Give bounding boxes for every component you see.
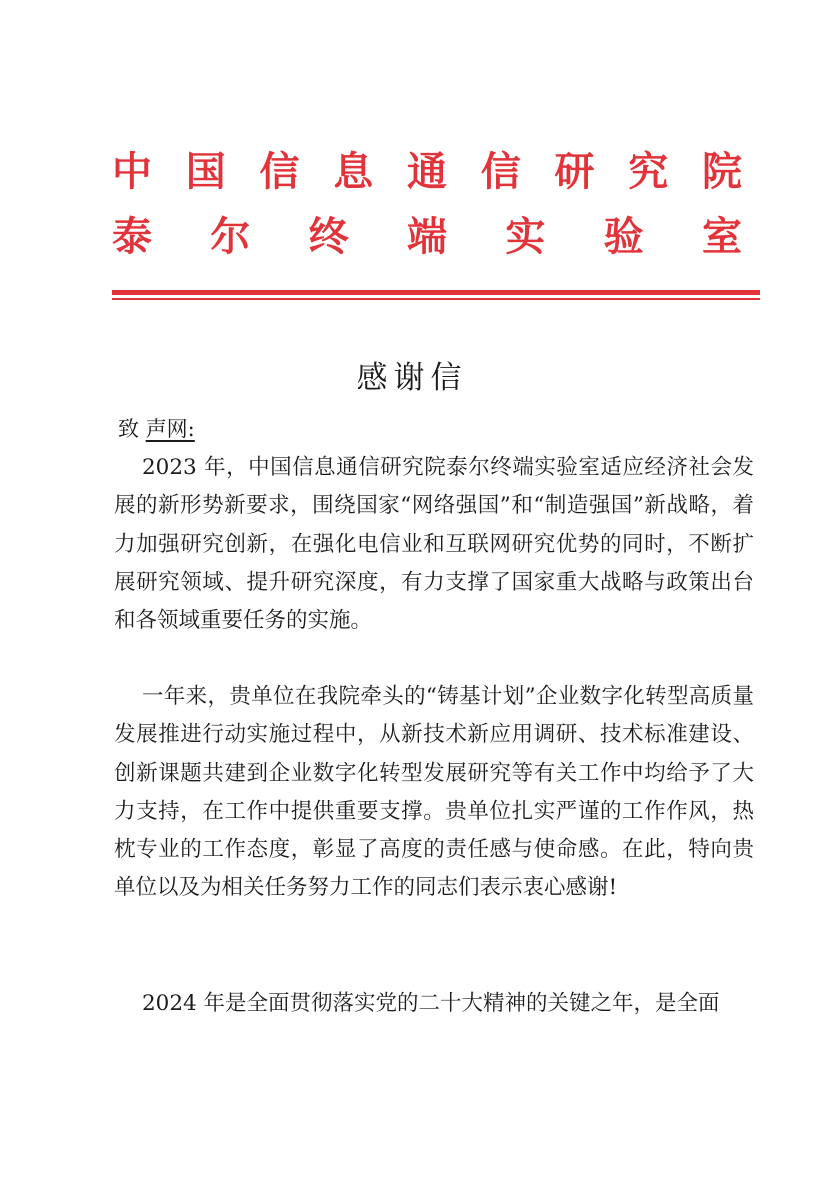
letterhead-char: 息 xyxy=(333,148,374,195)
salutation-prefix: 致 xyxy=(118,417,139,441)
letterhead-org-line-1 xyxy=(110,148,744,196)
body-paragraph: 一年来，贵单位在我院牵头的“铸基计划”企业数字化转型高质量发展推进行动实施过程中，从新技术新应用调研、技术标准建设、创新课题共建到企业数字化转型发展研究等有关工作中均给予了大力支持，在工作中提供重要支撑。贵单位扎实严谨的工作作风，热枕专业的工作态度，彰显了高度的责任感与使命感。在此，特向贵单位以及为相关任务努力工作的同志们表示衷心感谢! xyxy=(114,684,754,901)
letterhead-char: 室 xyxy=(701,213,742,260)
letterhead-divider-thin xyxy=(112,298,760,300)
letterhead-char: 研 xyxy=(554,148,595,195)
letter-title: 感谢信 xyxy=(356,360,468,396)
letterhead-char: 中 xyxy=(112,148,152,195)
letterhead-char: 院 xyxy=(702,148,742,195)
letterhead-char: 究 xyxy=(628,148,669,195)
letterhead-char: 实 xyxy=(505,213,546,260)
letterhead-char: 尔 xyxy=(210,213,251,260)
salutation xyxy=(118,414,195,444)
letterhead-divider-thick xyxy=(112,290,760,295)
body-paragraph: 2024 年是全面贯彻落实党的二十大精神的关键之年，是全面 xyxy=(142,991,720,1016)
letterhead-org-line-2 xyxy=(110,213,744,261)
letterhead-char: 国 xyxy=(185,148,226,195)
letterhead-char: 通 xyxy=(407,148,447,195)
letterhead-char: 信 xyxy=(259,148,300,195)
letterhead-char: 终 xyxy=(308,213,349,260)
body-paragraph: 2023 年，中国信息通信研究院泰尔终端实验室适应经济社会发展的新形势新要求，围绕国家“网络强国”和“制造强国”新战略，着力加强研究创新，在强化电信业和互联网研究优势的同时，不断扩展研究领域、提升研究深度，有力支撑了国家重大战略与政策出台和各领域重要任务的实施。 xyxy=(114,455,754,634)
letterhead-char: 验 xyxy=(603,213,644,260)
letterhead-char: 泰 xyxy=(112,213,152,260)
letterhead-char: 信 xyxy=(480,148,521,195)
salutation-recipient: 声网: xyxy=(145,417,195,441)
letterhead-char: 端 xyxy=(406,213,447,260)
